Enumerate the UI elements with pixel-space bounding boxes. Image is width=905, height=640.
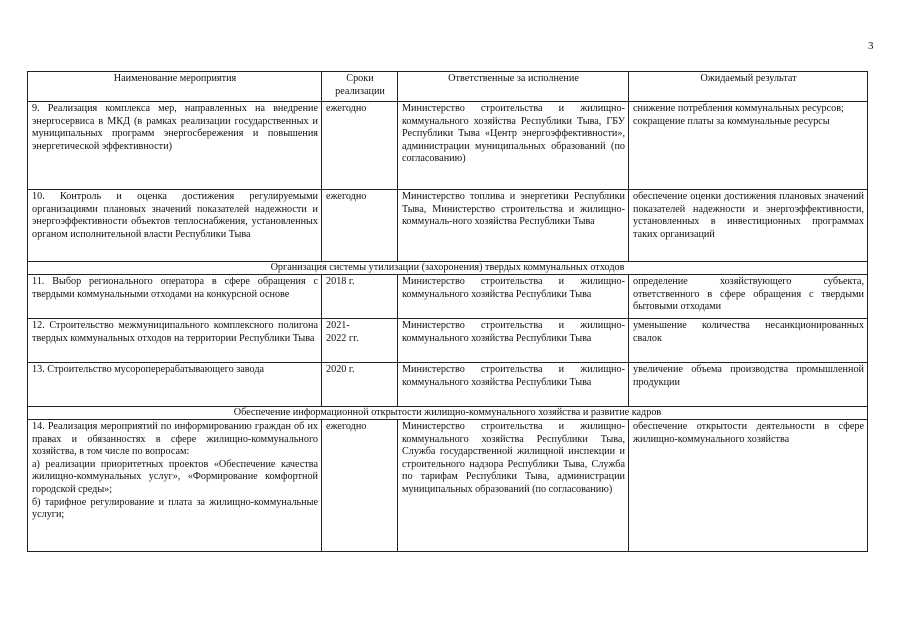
table-row — [28, 190, 868, 262]
header-terms: Сроки реализации — [322, 72, 398, 102]
section-row — [28, 407, 868, 420]
section-row — [28, 262, 868, 275]
row-13-name: 13. Строительство мусороперерабатывающего завода — [28, 363, 322, 407]
table-header-row — [28, 72, 868, 102]
row-9-result: снижение потребления коммунальных ресурсов; сокращение платы за коммунальные ресурсы — [629, 102, 868, 190]
header-name: Наименование мероприятия — [28, 72, 322, 102]
header-result: Ожидаемый результат — [629, 72, 868, 102]
row-13-term: 2020 г. — [322, 363, 398, 407]
header-responsible: Ответственные за исполнение — [398, 72, 629, 102]
page-number: 3 — [868, 40, 874, 52]
row-14-term: ежегодно — [322, 420, 398, 552]
section-title-waste: Организация системы утилизации (захоронения) твердых коммунальных отходов — [28, 262, 868, 275]
row-12-result: уменьшение количества несанкционированных свалок — [629, 319, 868, 363]
table-row — [28, 363, 868, 407]
row-9-term: ежегодно — [322, 102, 398, 190]
row-10-term: ежегодно — [322, 190, 398, 262]
row-11-name: 11. Выбор регионального оператора в сфере обращения с твердыми коммунальными отходами на конкурсной основе — [28, 275, 322, 319]
table-row — [28, 102, 868, 190]
row-13-responsible: Министерство строительства и жилищно-коммунального хозяйства Республики Тыва — [398, 363, 629, 407]
measures-table — [27, 71, 868, 552]
row-12-term: 2021- 2022 гг. — [322, 319, 398, 363]
section-title-openness: Обеспечение информационной открытости жилищно-коммунального хозяйства и развитие кадров — [28, 407, 868, 420]
row-10-name: 10. Контроль и оценка достижения регулируемыми организациями плановых значений показателей надежности и энергоэффективности объектов теплоснабжения, установленных органом исполнительной власти Республики Тыва — [28, 190, 322, 262]
row-10-responsible: Министерство топлива и энергетики Республики Тыва, Министерство строительства и жилищно-коммуналь-ного хозяйства Республики Тыва — [398, 190, 629, 262]
row-14-name: 14. Реализация мероприятий по информированию граждан об их правах и обязанностях в сфере жилищно-коммунального хозяйства, в том числе по вопросам: а) реализации приоритетных проектов «Обеспечение качества жилищно-коммунальных услуг», «Формирование комфортной городской среды»; б) тарифное регулирование и плата за жилищно-коммунальные услуги; — [28, 420, 322, 552]
table-row — [28, 420, 868, 552]
row-11-responsible: Министерство строительства и жилищно-коммунального хозяйства Республики Тыва — [398, 275, 629, 319]
row-10-result: обеспечение оценки достижения плановых значений показателей надежности и энергоэффективности, установленных в инвестиционных программах таких организаций — [629, 190, 868, 262]
row-11-result: определение хозяйствующего субъекта, ответственного в сфере обращения с твердыми бытовыми отходами — [629, 275, 868, 319]
table-row — [28, 275, 868, 319]
row-14-result: обеспечение открытости деятельности в сфере жилищно-коммунального хозяйства — [629, 420, 868, 552]
row-9-responsible: Министерство строительства и жилищно-коммунального хозяйства Республики Тыва, ГБУ Республики Тыва «Центр энергоэффективности», администрации муниципальных образований (по согласованию) — [398, 102, 629, 190]
row-9-name: 9. Реализация комплекса мер, направленных на внедрение энергосервиса в МКД (в рамках реализации государственных и муниципальных программ энергосбережения и повышения энергетической эффективности) — [28, 102, 322, 190]
row-14-responsible: Министерство строительства и жилищно-коммунального хозяйства Республики Тыва, Служба государственной жилищной инспекции и строительного надзора Республики Тыва, Служба по тарифам Республики Тыва, администрации муниципальных образований (по согласованию) — [398, 420, 629, 552]
table-row — [28, 319, 868, 363]
row-12-responsible: Министерство строительства и жилищно-коммунального хозяйства Республики Тыва — [398, 319, 629, 363]
row-13-result: увеличение объема производства промышленной продукции — [629, 363, 868, 407]
row-12-name: 12. Строительство межмуниципального комплексного полигона твердых коммунальных отходов на территории Республики Тыва — [28, 319, 322, 363]
row-11-term: 2018 г. — [322, 275, 398, 319]
